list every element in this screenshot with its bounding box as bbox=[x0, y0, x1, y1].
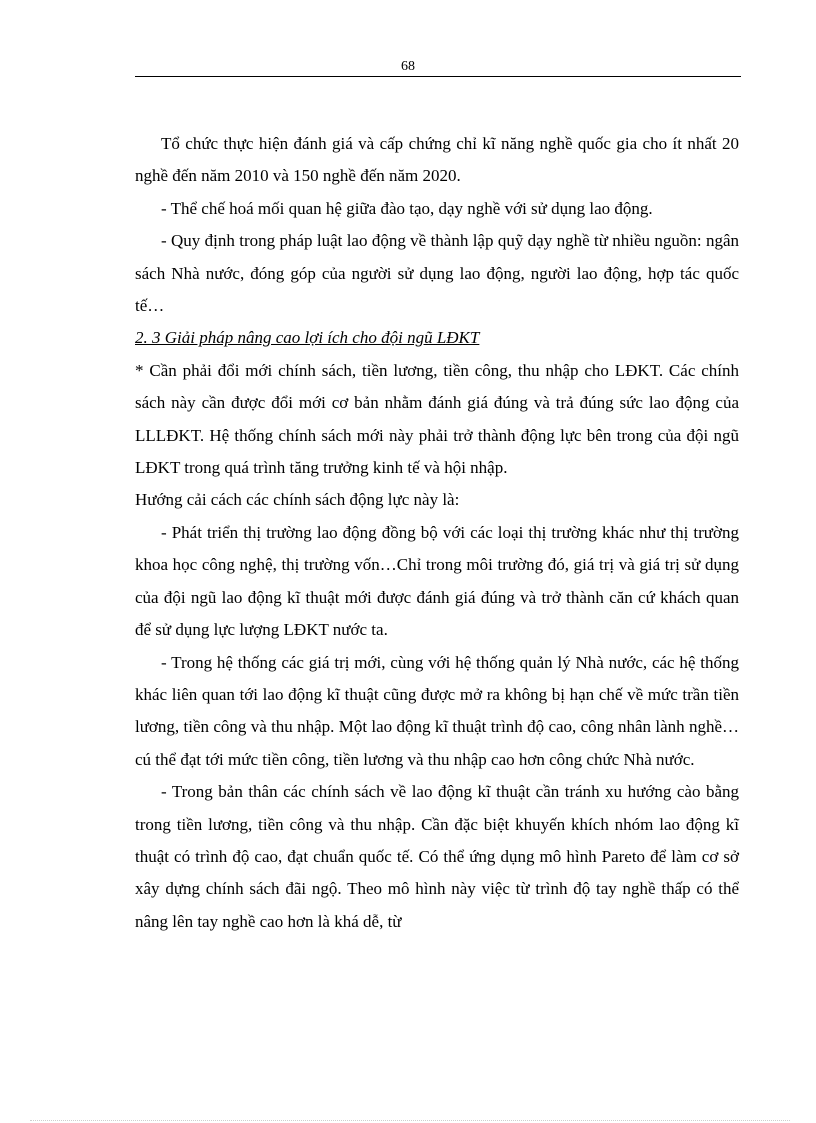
paragraph-pareto: - Trong bản thân các chính sách về lao động kĩ thuật cần tránh xu hướng cào bằng trong tiền lương, tiền công và thu nhập. Cần đặc biệt khuyến khích nhóm lao động kĩ thuật có trình độ cao, đạt chuẩn quốc tế. Có thể ứng dụng mô hình Pareto để làm cơ sở xây dựng chính sách đãi ngộ. Theo mô hình này việc từ trình độ tay nghề thấp có thể nâng lên tay nghề cao hơn là khá dễ, từ bbox=[135, 782, 739, 931]
paragraph-reform-direction: Hướng cải cách các chính sách động lực này là: bbox=[135, 490, 460, 510]
paragraph-value-system: - Trong hệ thống các giá trị mới, cùng với hệ thống quản lý Nhà nước, các hệ thống khác liên quan tới lao động kĩ thuật cũng được mở ra không bị hạn chế về mức trần tiền lương, tiền công và thu nhập. Một lao động kĩ thuật trình độ cao, công nhân lành nghề…cú thể đạt tới mức tiền công, tiền lương và thu nhập cao hơn công chức Nhà nước. bbox=[135, 652, 739, 769]
paragraph-policy-reform: * Cần phải đổi mới chính sách, tiền lương, tiền công, thu nhập cho LĐKT. Các chính sách này cần được đổi mới cơ bản nhằm đánh giá đúng và trả đúng sức lao động của LLLĐKT. Hệ thống chính sách mới này phải trở thành động lực bên trong của đội ngũ LĐKT trong quá trình tăng trưởng kinh tế và hội nhập. bbox=[135, 360, 739, 478]
document-body bbox=[135, 128, 739, 938]
footer-rule bbox=[30, 1120, 790, 1121]
section-heading: 2. 3 Giải pháp nâng cao lợi ích cho đội ngũ LĐKT bbox=[135, 328, 480, 348]
paragraph-certification: Tổ chức thực hiện đánh giá và cấp chứng chỉ kĩ năng nghề quốc gia cho ít nhất 20 nghề đến năm 2010 và 150 nghề đến năm 2020. bbox=[135, 134, 739, 186]
header-rule bbox=[135, 76, 741, 77]
page-number: 68 bbox=[401, 59, 415, 74]
paragraph-vocational-fund: - Quy định trong pháp luật lao động về thành lập quỹ dạy nghề từ nhiều nguồn: ngân sách Nhà nước, đóng góp của người sử dụng lao động, người lao động, hợp tác quốc tế… bbox=[135, 231, 739, 316]
paragraph-institutionalize: - Thể chế hoá mối quan hệ giữa đào tạo, dạy nghề với sử dụng lao động. bbox=[161, 198, 653, 218]
paragraph-labor-market: - Phát triển thị trường lao động đồng bộ với các loại thị trường khác như thị trường khoa học công nghệ, thị trường vốn…Chỉ trong môi trường đó, giá trị và giá trị sử dụng của đội ngũ lao động kĩ thuật mới được đánh giá đúng và trở thành căn cứ khách quan để sử dụng lực lượng LĐKT nước ta. bbox=[135, 522, 739, 640]
